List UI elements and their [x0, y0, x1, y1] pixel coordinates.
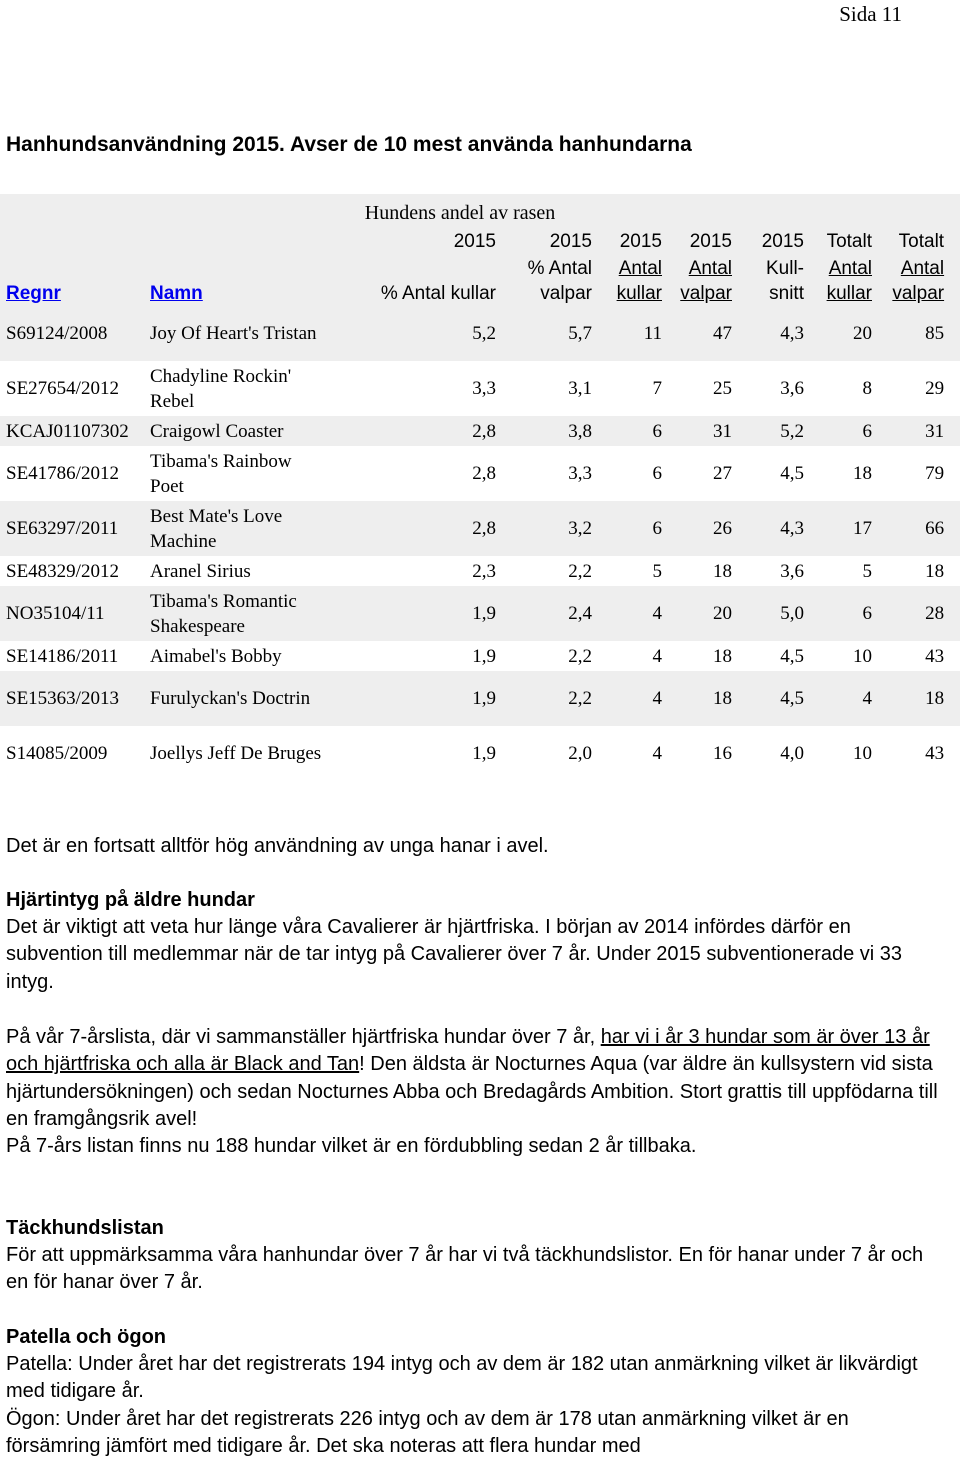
andel-valpar-cell: 3,8	[502, 416, 600, 446]
valpar-cell: 20	[670, 586, 740, 641]
patella-heading: Patella och ögon	[6, 1326, 167, 1348]
regnr-cell: KCAJ01107302	[0, 416, 150, 446]
kullar-header: Antal kullar	[600, 254, 670, 306]
kullsnitt-cell: 4,3	[740, 306, 816, 361]
valpar-cell: 47	[670, 306, 740, 361]
year-header: 2015	[600, 226, 670, 254]
totalt-valpar-cell: 18	[886, 671, 960, 726]
year-header: 2015	[502, 226, 600, 254]
kullsnitt-header: Kull-snitt	[740, 254, 816, 306]
andel-valpar-cell: 2,4	[502, 586, 600, 641]
totalt-kullar-cell: 17	[816, 501, 886, 556]
patella-paragraph: Patella: Under året har det registrerats 194 intyg och av dem är 182 utan anmärkning vilket är likvärdigt med tidigare år.	[6, 1353, 918, 1403]
table-row	[0, 446, 960, 501]
ogon-paragraph: Ögon: Under året har det registrerats 226 intyg och av dem är 178 utan anmärkning vilket är en försämring jämfört med tidigare år. Det ska noteras att flera hundar med	[6, 1408, 849, 1458]
year-header: Totalt	[816, 226, 886, 254]
page-number: Sida 11	[839, 2, 902, 26]
valpar-cell: 16	[713, 743, 732, 764]
year-header: 2015	[740, 226, 816, 254]
year-header: 2015	[670, 226, 740, 254]
kullar-cell: 6	[600, 501, 670, 556]
andel-kullar-cell: 1,9	[472, 743, 496, 764]
andel-valpar-cell: 2,2	[568, 645, 592, 667]
andel-kullar-cell: 2,8	[330, 501, 502, 556]
kullar-cell: 4	[652, 743, 662, 764]
name-cell: Aimabel's Bobby	[150, 645, 282, 667]
heart-p2-end: ! Den äldsta är Nocturnes Aqua (var äldre än kullsystern vid sista hjärtundersökningen) och sedan Nocturnes Abba och Bredagårds Ambition. Stort grattis till uppfödarna till en framgångsrik avel!	[6, 1053, 938, 1130]
andel-valpar-cell: 3,2	[502, 501, 600, 556]
group-header: Hundens andel av rasen	[364, 202, 556, 224]
table-row	[0, 671, 960, 726]
table-row	[0, 641, 960, 671]
kullar-cell: 4	[600, 586, 670, 641]
name-cell: Tibama's Romantic Shakespeare	[150, 586, 330, 641]
kullsnitt-cell: 3,6	[780, 560, 804, 582]
valpar-cell: 27	[713, 463, 732, 484]
kullsnitt-cell: 5,0	[740, 586, 816, 641]
valpar-header: Antal valpar	[670, 254, 740, 306]
regnr-cell: NO35104/11	[0, 586, 150, 641]
name-column-header[interactable]: Namn	[150, 283, 203, 304]
heart-paragraph-2	[6, 1024, 946, 1160]
regnr-cell: S14085/2009	[6, 743, 108, 764]
name-cell: Joellys Jeff De Bruges	[150, 743, 322, 764]
totalt-kullar-cell: 4	[816, 671, 886, 726]
kullsnitt-cell: 3,6	[780, 378, 804, 399]
andel-valpar-header: % Antal valpar	[502, 254, 600, 306]
totalt-kullar-cell: 8	[862, 378, 872, 399]
totalt-valpar-header: Antal valpar	[886, 254, 960, 306]
heart-heading: Hjärtintyg på äldre hundar	[6, 889, 255, 911]
totalt-kullar-cell: 6	[816, 416, 886, 446]
table-row	[0, 416, 960, 446]
totalt-valpar-cell: 43	[925, 645, 945, 667]
andel-valpar-cell: 3,3	[568, 463, 592, 484]
totalt-valpar-cell: 31	[886, 416, 960, 446]
regnr-cell: SE15363/2013	[0, 671, 150, 726]
kullar-cell: 6	[652, 463, 662, 484]
regnr-cell: SE63297/2011	[0, 501, 150, 556]
regnr-cell: S69124/2008	[0, 306, 150, 361]
totalt-kullar-cell: 5	[862, 560, 872, 582]
totalt-kullar-cell: 20	[816, 306, 886, 361]
kullsnitt-cell: 4,0	[780, 743, 804, 764]
stud-dog-table	[0, 194, 960, 781]
heart-p2-last: På 7-års listan finns nu 188 hundar vilket är en fördubbling sedan 2 år tillbaka.	[6, 1135, 697, 1158]
table-row	[0, 306, 960, 361]
regnr-cell: SE41786/2012	[6, 463, 119, 484]
totalt-kullar-cell: 18	[853, 463, 872, 484]
valpar-cell: 25	[713, 378, 732, 399]
name-cell: Aranel Sirius	[150, 560, 251, 582]
year-header: 2015	[330, 226, 502, 254]
regnr-cell: SE48329/2012	[6, 560, 119, 582]
kullsnitt-cell: 4,3	[740, 501, 816, 556]
table-row	[0, 556, 960, 586]
andel-valpar-cell: 5,7	[502, 306, 600, 361]
totalt-valpar-cell: 18	[925, 560, 945, 582]
andel-kullar-cell: 2,3	[472, 560, 496, 582]
kullar-cell: 4	[652, 645, 662, 667]
heart-p2-highlight: har vi i år 3 hundar som är över 13 år och hjärtfriska och alla är Black and Tan	[6, 1026, 930, 1076]
year-header: Totalt	[886, 226, 960, 254]
kullsnitt-cell: 4,5	[740, 671, 816, 726]
andel-kullar-cell: 1,9	[330, 671, 502, 726]
kullar-cell: 11	[600, 306, 670, 361]
totalt-kullar-cell: 10	[853, 743, 872, 764]
tackhund-paragraph: För att uppmärksamma våra hanhundar över 7 år har vi två täckhundslistor. En för hanar under 7 år och en för hanar över 7 år.	[6, 1244, 924, 1294]
totalt-valpar-cell: 66	[886, 501, 960, 556]
valpar-cell: 18	[713, 645, 732, 667]
valpar-cell: 31	[670, 416, 740, 446]
andel-valpar-cell: 2,0	[568, 743, 592, 764]
totalt-kullar-cell: 10	[853, 645, 872, 667]
table-row	[0, 501, 960, 556]
totalt-valpar-cell: 28	[886, 586, 960, 641]
regnr-cell: SE27654/2012	[6, 378, 119, 399]
kullar-cell: 6	[600, 416, 670, 446]
totalt-valpar-cell: 79	[925, 463, 945, 484]
andel-kullar-cell: 2,8	[330, 416, 502, 446]
kullar-cell: 7	[652, 378, 662, 399]
valpar-cell: 18	[713, 560, 732, 582]
andel-valpar-cell: 3,1	[568, 378, 592, 399]
andel-valpar-cell: 2,2	[502, 671, 600, 726]
heart-paragraph-1: Det är viktigt att veta hur länge våra Cavalierer är hjärtfriska. I början av 2014 infördes därför en subvention till medlemmar när de tar intyg på Cavalierer över 7 år. Under 2015 subventionerade vi 33 intyg.	[6, 916, 903, 993]
totalt-valpar-cell: 29	[925, 378, 945, 399]
kullsnitt-cell: 5,2	[740, 416, 816, 446]
kullsnitt-cell: 4,5	[780, 645, 804, 667]
tackhund-heading: Täckhundslistan	[6, 1217, 164, 1239]
after-table-text: Det är en fortsatt alltför hög användning av unga hanar i avel.	[6, 835, 549, 857]
name-cell: Chadyline Rockin' Rebel	[150, 365, 292, 412]
totalt-kullar-header: Antal kullar	[816, 254, 886, 306]
valpar-cell: 18	[670, 671, 740, 726]
andel-kullar-cell: 2,8	[472, 463, 496, 484]
kullar-cell: 5	[652, 560, 662, 582]
name-cell: Joy Of Heart's Tristan	[150, 306, 330, 361]
andel-kullar-cell: 5,2	[330, 306, 502, 361]
table-row	[0, 586, 960, 641]
name-cell: Tibama's Rainbow Poet	[150, 450, 292, 497]
andel-kullar-cell: 3,3	[472, 378, 496, 399]
name-cell: Craigowl Coaster	[150, 416, 330, 446]
heart-p2-start: På vår 7-årslista, där vi sammanställer hjärtfriska hundar över 7 år,	[6, 1026, 601, 1048]
kullar-cell: 4	[600, 671, 670, 726]
andel-kullar-header: % Antal kullar	[330, 254, 502, 306]
name-cell: Furulyckan's Doctrin	[150, 671, 330, 726]
totalt-kullar-cell: 6	[816, 586, 886, 641]
andel-kullar-cell: 1,9	[330, 586, 502, 641]
valpar-cell: 26	[670, 501, 740, 556]
totalt-valpar-cell: 85	[886, 306, 960, 361]
table-row	[0, 726, 960, 781]
totalt-valpar-cell: 43	[925, 743, 945, 764]
regnr-cell: SE14186/2011	[6, 645, 119, 667]
page-title: Hanhundsanvändning 2015. Avser de 10 mest använda hanhundarna	[6, 133, 692, 156]
kullsnitt-cell: 4,5	[780, 463, 804, 484]
table-row	[0, 361, 960, 416]
andel-valpar-cell: 2,2	[568, 560, 592, 582]
andel-kullar-cell: 1,9	[472, 645, 496, 667]
name-cell: Best Mate's Love Machine	[150, 501, 330, 556]
regnr-column-header[interactable]: Regnr	[6, 283, 61, 304]
